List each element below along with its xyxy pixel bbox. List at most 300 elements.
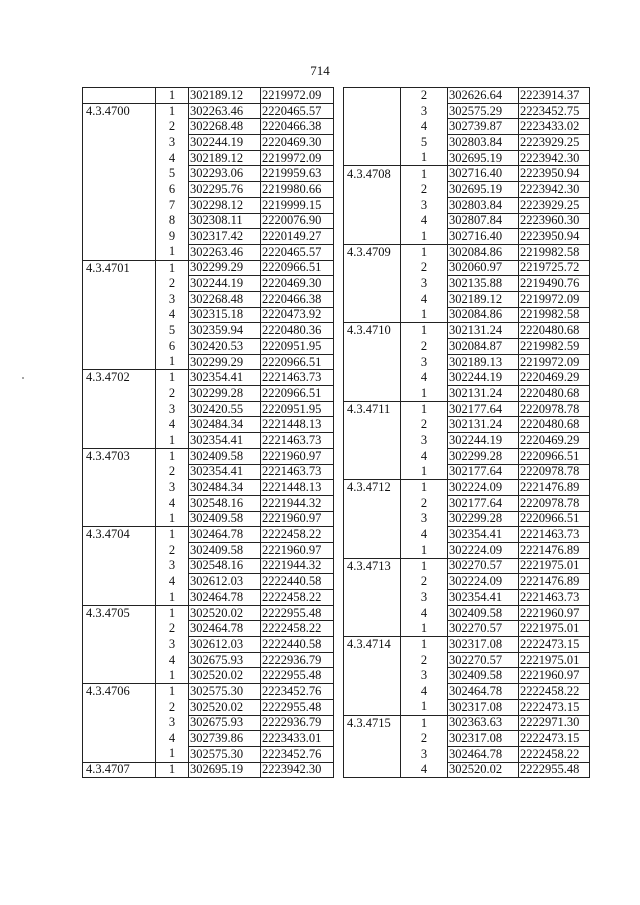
y-coordinate-cell: 2220466.38: [261, 291, 334, 307]
point-number-cell: 4: [156, 495, 189, 511]
parcel-id-cell: [344, 260, 401, 276]
y-coordinate-cell: 2222473.15: [519, 699, 590, 715]
point-number-cell: 2: [156, 276, 189, 292]
x-coordinate-cell: 302317.08: [448, 699, 519, 715]
parcel-id-cell: [344, 119, 401, 135]
y-coordinate-cell: 2223929.25: [519, 135, 590, 151]
parcel-id-cell: [344, 182, 401, 198]
parcel-id-cell: [83, 464, 156, 480]
table-row: [83, 135, 334, 151]
x-coordinate-cell: 302612.03: [189, 637, 261, 653]
x-coordinate-cell: 302084.86: [448, 244, 519, 260]
y-coordinate-cell: 2219959.63: [261, 166, 334, 182]
table-row: [344, 166, 590, 182]
parcel-id-cell: [83, 88, 156, 104]
table-row: [83, 307, 334, 323]
y-coordinate-cell: 2220469.30: [261, 276, 334, 292]
point-number-cell: 4: [401, 448, 448, 464]
parcel-id-cell: [344, 354, 401, 370]
parcel-id-cell: [83, 291, 156, 307]
table-row: [83, 637, 334, 653]
table-row: [83, 605, 334, 621]
parcel-id-cell: [83, 119, 156, 135]
parcel-id-cell: [83, 276, 156, 292]
parcel-id-cell: 4.3.4704: [83, 527, 156, 543]
parcel-id-cell: [344, 652, 401, 668]
table-row: [83, 291, 334, 307]
table-row: [83, 652, 334, 668]
parcel-id-cell: [344, 668, 401, 684]
parcel-id-cell: [344, 433, 401, 449]
y-coordinate-cell: 2219972.09: [519, 291, 590, 307]
x-coordinate-cell: 302263.46: [189, 103, 261, 119]
point-number-cell: 8: [156, 213, 189, 229]
table-row: [344, 668, 590, 684]
x-coordinate-cell: 302464.78: [189, 621, 261, 637]
parcel-id-cell: [83, 558, 156, 574]
y-coordinate-cell: 2219972.09: [261, 150, 334, 166]
point-number-cell: 2: [156, 464, 189, 480]
y-coordinate-cell: 2222955.48: [261, 668, 334, 684]
parcel-id-cell: [344, 370, 401, 386]
y-coordinate-cell: 2222936.79: [261, 715, 334, 731]
point-number-cell: 1: [156, 433, 189, 449]
parcel-id-cell: [83, 166, 156, 182]
x-coordinate-cell: 302520.02: [189, 668, 261, 684]
table-row: [83, 197, 334, 213]
point-number-cell: 3: [401, 668, 448, 684]
parcel-id-cell: [344, 574, 401, 590]
table-row: [83, 370, 334, 386]
y-coordinate-cell: 2219972.09: [261, 88, 334, 104]
parcel-id-cell: [344, 339, 401, 355]
table-row: [83, 276, 334, 292]
parcel-id-cell: [83, 339, 156, 355]
parcel-id-cell: 4.3.4703: [83, 448, 156, 464]
table-row: [83, 731, 334, 747]
y-coordinate-cell: 2219490.76: [519, 276, 590, 292]
parcel-id-cell: [83, 386, 156, 402]
y-coordinate-cell: 2219725.72: [519, 260, 590, 276]
y-coordinate-cell: 2220466.38: [261, 119, 334, 135]
parcel-id-cell: 4.3.4710: [344, 323, 401, 339]
point-number-cell: 1: [401, 621, 448, 637]
parcel-id-cell: 4.3.4701: [83, 260, 156, 276]
table-row: [344, 276, 590, 292]
parcel-id-cell: [83, 511, 156, 527]
parcel-id-cell: [83, 731, 156, 747]
point-number-cell: 1: [156, 762, 189, 778]
x-coordinate-cell: 302695.19: [448, 150, 519, 166]
parcel-id-cell: [344, 150, 401, 166]
x-coordinate-cell: 302189.12: [189, 150, 261, 166]
point-number-cell: 1: [401, 323, 448, 339]
x-coordinate-cell: 302299.29: [189, 260, 261, 276]
y-coordinate-cell: 2221975.01: [519, 621, 590, 637]
table-row: [83, 417, 334, 433]
x-coordinate-cell: 302739.86: [189, 731, 261, 747]
table-row: [83, 150, 334, 166]
y-coordinate-cell: 2220978.78: [519, 401, 590, 417]
table-row: [83, 448, 334, 464]
x-coordinate-cell: 302244.19: [189, 276, 261, 292]
x-coordinate-cell: 302270.57: [448, 652, 519, 668]
point-number-cell: 3: [156, 558, 189, 574]
point-number-cell: 1: [401, 401, 448, 417]
table-row: [344, 244, 590, 260]
point-number-cell: 1: [156, 354, 189, 370]
x-coordinate-cell: 302244.19: [189, 135, 261, 151]
parcel-id-cell: 4.3.4712: [344, 480, 401, 496]
y-coordinate-cell: 2221463.73: [519, 527, 590, 543]
x-coordinate-cell: 302317.08: [448, 731, 519, 747]
y-coordinate-cell: 2221463.73: [519, 590, 590, 606]
table-row: [344, 119, 590, 135]
point-number-cell: 1: [401, 150, 448, 166]
y-coordinate-cell: 2220951.95: [261, 401, 334, 417]
parcel-id-cell: [83, 135, 156, 151]
parcel-id-cell: [344, 527, 401, 543]
parcel-id-cell: [344, 386, 401, 402]
point-number-cell: 1: [156, 448, 189, 464]
table-row: [344, 621, 590, 637]
parcel-id-cell: [83, 307, 156, 323]
table-row: [344, 323, 590, 339]
y-coordinate-cell: 2223942.30: [519, 150, 590, 166]
point-number-cell: 4: [401, 213, 448, 229]
x-coordinate-cell: 302177.64: [448, 495, 519, 511]
x-coordinate-cell: 302224.09: [448, 574, 519, 590]
point-number-cell: 1: [156, 590, 189, 606]
parcel-id-cell: 4.3.4706: [83, 684, 156, 700]
table-row: [83, 401, 334, 417]
x-coordinate-cell: 302131.24: [448, 386, 519, 402]
point-number-cell: 1: [156, 527, 189, 543]
point-number-cell: 2: [401, 182, 448, 198]
table-row: [83, 668, 334, 684]
point-number-cell: 2: [401, 88, 448, 104]
x-coordinate-cell: 302359.94: [189, 323, 261, 339]
y-coordinate-cell: 2220469.30: [261, 135, 334, 151]
table-row: [83, 558, 334, 574]
parcel-id-cell: [83, 480, 156, 496]
point-number-cell: 3: [401, 197, 448, 213]
y-coordinate-cell: 2221960.97: [261, 511, 334, 527]
x-coordinate-cell: 302317.42: [189, 229, 261, 245]
x-coordinate-cell: 302626.64: [448, 88, 519, 104]
x-coordinate-cell: 302354.41: [189, 464, 261, 480]
point-number-cell: 2: [401, 495, 448, 511]
table-row: [83, 746, 334, 762]
point-number-cell: 4: [401, 605, 448, 621]
x-coordinate-cell: 302299.28: [189, 386, 261, 402]
y-coordinate-cell: 2220978.78: [519, 464, 590, 480]
x-coordinate-cell: 302060.97: [448, 260, 519, 276]
parcel-id-cell: [344, 448, 401, 464]
y-coordinate-cell: 2222458.22: [261, 590, 334, 606]
table-row: [344, 339, 590, 355]
table-row: [83, 574, 334, 590]
parcel-id-cell: [83, 323, 156, 339]
x-coordinate-cell: 302224.09: [448, 480, 519, 496]
parcel-id-cell: [83, 244, 156, 260]
table-row: [344, 746, 590, 762]
point-number-cell: 1: [401, 244, 448, 260]
point-number-cell: 5: [156, 166, 189, 182]
x-coordinate-cell: 302575.29: [448, 103, 519, 119]
table-row: [83, 88, 334, 104]
y-coordinate-cell: 2221960.97: [519, 605, 590, 621]
x-coordinate-cell: 302695.19: [448, 182, 519, 198]
y-coordinate-cell: 2219982.58: [519, 307, 590, 323]
parcel-id-cell: 4.3.4707: [83, 762, 156, 778]
parcel-id-cell: [83, 715, 156, 731]
x-coordinate-cell: 302224.09: [448, 542, 519, 558]
x-coordinate-cell: 302177.64: [448, 464, 519, 480]
point-number-cell: 3: [156, 135, 189, 151]
table-row: [83, 684, 334, 700]
point-number-cell: 1: [156, 746, 189, 762]
table-row: [344, 213, 590, 229]
table-row: [344, 699, 590, 715]
table-row: [344, 291, 590, 307]
point-number-cell: 2: [156, 699, 189, 715]
x-coordinate-cell: 302409.58: [189, 448, 261, 464]
point-number-cell: 2: [401, 574, 448, 590]
parcel-id-cell: 4.3.4715: [344, 715, 401, 731]
parcel-id-cell: [83, 417, 156, 433]
x-coordinate-cell: 302177.64: [448, 401, 519, 417]
parcel-id-cell: [344, 621, 401, 637]
y-coordinate-cell: 2220469.29: [519, 433, 590, 449]
point-number-cell: 2: [156, 621, 189, 637]
table-row: [83, 103, 334, 119]
point-number-cell: 1: [156, 605, 189, 621]
x-coordinate-cell: 302354.41: [189, 370, 261, 386]
table-row: [344, 527, 590, 543]
x-coordinate-cell: 302315.18: [189, 307, 261, 323]
table-row: [83, 260, 334, 276]
point-number-cell: 4: [401, 684, 448, 700]
point-number-cell: 1: [401, 386, 448, 402]
table-row: [344, 260, 590, 276]
x-coordinate-cell: 302189.13: [448, 354, 519, 370]
point-number-cell: 4: [401, 291, 448, 307]
parcel-id-cell: [83, 182, 156, 198]
parcel-id-cell: 4.3.4714: [344, 637, 401, 653]
parcel-id-cell: [344, 605, 401, 621]
y-coordinate-cell: 2221960.97: [519, 668, 590, 684]
point-number-cell: 5: [156, 323, 189, 339]
x-coordinate-cell: 302084.87: [448, 339, 519, 355]
y-coordinate-cell: 2222458.22: [261, 527, 334, 543]
table-row: [83, 229, 334, 245]
parcel-id-cell: [344, 699, 401, 715]
x-coordinate-cell: 302084.86: [448, 307, 519, 323]
point-number-cell: 2: [401, 417, 448, 433]
point-number-cell: 2: [401, 731, 448, 747]
table-row: [344, 354, 590, 370]
parcel-id-cell: 4.3.4700: [83, 103, 156, 119]
parcel-id-cell: [83, 574, 156, 590]
parcel-id-cell: [344, 417, 401, 433]
point-number-cell: 6: [156, 182, 189, 198]
table-row: [344, 731, 590, 747]
y-coordinate-cell: 2221975.01: [519, 558, 590, 574]
parcel-id-cell: [83, 229, 156, 245]
parcel-id-cell: [344, 276, 401, 292]
table-row: [344, 197, 590, 213]
point-number-cell: 3: [401, 276, 448, 292]
table-row: [83, 699, 334, 715]
x-coordinate-cell: 302354.41: [448, 590, 519, 606]
y-coordinate-cell: 2222458.22: [519, 746, 590, 762]
x-coordinate-cell: 302716.40: [448, 229, 519, 245]
y-coordinate-cell: 2223942.30: [261, 762, 334, 778]
x-coordinate-cell: 302464.78: [189, 590, 261, 606]
parcel-id-cell: [344, 88, 401, 104]
parcel-id-cell: [344, 746, 401, 762]
x-coordinate-cell: 302268.48: [189, 119, 261, 135]
x-coordinate-cell: 302268.48: [189, 291, 261, 307]
parcel-id-cell: [83, 590, 156, 606]
point-number-cell: 2: [156, 542, 189, 558]
y-coordinate-cell: 2219980.66: [261, 182, 334, 198]
table-row: [344, 558, 590, 574]
table-row: [83, 213, 334, 229]
table-row: [344, 511, 590, 527]
parcel-id-cell: [344, 731, 401, 747]
x-coordinate-cell: 302270.57: [448, 558, 519, 574]
table-row: [83, 495, 334, 511]
point-number-cell: 4: [401, 527, 448, 543]
parcel-id-cell: [83, 213, 156, 229]
y-coordinate-cell: 2223452.76: [261, 684, 334, 700]
x-coordinate-cell: 302675.93: [189, 715, 261, 731]
y-coordinate-cell: 2220966.51: [519, 511, 590, 527]
point-number-cell: 1: [401, 699, 448, 715]
y-coordinate-cell: 2221463.73: [261, 464, 334, 480]
x-coordinate-cell: 302244.19: [448, 433, 519, 449]
y-coordinate-cell: 2221944.32: [261, 558, 334, 574]
y-coordinate-cell: 2223433.01: [261, 731, 334, 747]
point-number-cell: 1: [401, 464, 448, 480]
x-coordinate-cell: 302484.34: [189, 417, 261, 433]
y-coordinate-cell: 2222458.22: [519, 684, 590, 700]
point-number-cell: 5: [401, 135, 448, 151]
parcel-id-cell: [344, 762, 401, 778]
table-row: [83, 166, 334, 182]
parcel-id-cell: [344, 511, 401, 527]
y-coordinate-cell: 2223942.30: [519, 182, 590, 198]
y-coordinate-cell: 2221960.97: [261, 542, 334, 558]
parcel-id-cell: [83, 668, 156, 684]
point-number-cell: 2: [401, 652, 448, 668]
y-coordinate-cell: 2223914.37: [519, 88, 590, 104]
y-coordinate-cell: 2222473.15: [519, 637, 590, 653]
x-coordinate-cell: 302299.29: [189, 354, 261, 370]
y-coordinate-cell: 2220978.78: [519, 495, 590, 511]
y-coordinate-cell: 2220966.51: [261, 260, 334, 276]
table-row: [344, 480, 590, 496]
x-coordinate-cell: 302716.40: [448, 166, 519, 182]
x-coordinate-cell: 302548.16: [189, 495, 261, 511]
coordinates-table-left: [82, 87, 334, 778]
point-number-cell: 2: [156, 119, 189, 135]
table-row: [83, 590, 334, 606]
point-number-cell: 2: [156, 386, 189, 402]
table-row: [83, 244, 334, 260]
table-row: [344, 135, 590, 151]
table-row: [344, 433, 590, 449]
y-coordinate-cell: 2223433.02: [519, 119, 590, 135]
table-row: [83, 542, 334, 558]
parcel-id-cell: [83, 652, 156, 668]
point-number-cell: 4: [156, 307, 189, 323]
y-coordinate-cell: 2223960.30: [519, 213, 590, 229]
table-row: [344, 370, 590, 386]
parcel-id-cell: [83, 699, 156, 715]
x-coordinate-cell: 302189.12: [189, 88, 261, 104]
table-row: [344, 448, 590, 464]
table-row: [83, 511, 334, 527]
table-row: [344, 762, 590, 778]
y-coordinate-cell: 2220966.51: [261, 354, 334, 370]
point-number-cell: 4: [401, 762, 448, 778]
parcel-id-cell: [83, 495, 156, 511]
y-coordinate-cell: 2220480.68: [519, 386, 590, 402]
point-number-cell: 3: [401, 433, 448, 449]
table-row: [83, 762, 334, 778]
parcel-id-cell: [344, 291, 401, 307]
table-row: [83, 119, 334, 135]
point-number-cell: 1: [401, 637, 448, 653]
point-number-cell: 1: [156, 370, 189, 386]
y-coordinate-cell: 2221476.89: [519, 480, 590, 496]
point-number-cell: 1: [401, 715, 448, 731]
table-row: [83, 480, 334, 496]
y-coordinate-cell: 2221944.32: [261, 495, 334, 511]
point-number-cell: 3: [401, 354, 448, 370]
point-number-cell: 6: [156, 339, 189, 355]
table-row: [344, 229, 590, 245]
table-row: [344, 590, 590, 606]
x-coordinate-cell: 302131.24: [448, 323, 519, 339]
parcel-id-cell: 4.3.4711: [344, 401, 401, 417]
table-row: [344, 464, 590, 480]
parcel-id-cell: 4.3.4708: [344, 166, 401, 182]
table-row: [344, 542, 590, 558]
x-coordinate-cell: 302675.93: [189, 652, 261, 668]
x-coordinate-cell: 302420.53: [189, 339, 261, 355]
table-row: [344, 88, 590, 104]
table-row: [344, 715, 590, 731]
table-row: [344, 495, 590, 511]
point-number-cell: 4: [156, 574, 189, 590]
y-coordinate-cell: 2223929.25: [519, 197, 590, 213]
margin-dot: [22, 377, 24, 379]
y-coordinate-cell: 2221463.73: [261, 370, 334, 386]
parcel-id-cell: 4.3.4705: [83, 605, 156, 621]
x-coordinate-cell: 302807.84: [448, 213, 519, 229]
x-coordinate-cell: 302548.16: [189, 558, 261, 574]
parcel-id-cell: [344, 590, 401, 606]
x-coordinate-cell: 302575.30: [189, 746, 261, 762]
coordinates-table-right: [343, 87, 590, 778]
y-coordinate-cell: 2223452.75: [519, 103, 590, 119]
y-coordinate-cell: 2220966.51: [261, 386, 334, 402]
y-coordinate-cell: 2222955.48: [519, 762, 590, 778]
